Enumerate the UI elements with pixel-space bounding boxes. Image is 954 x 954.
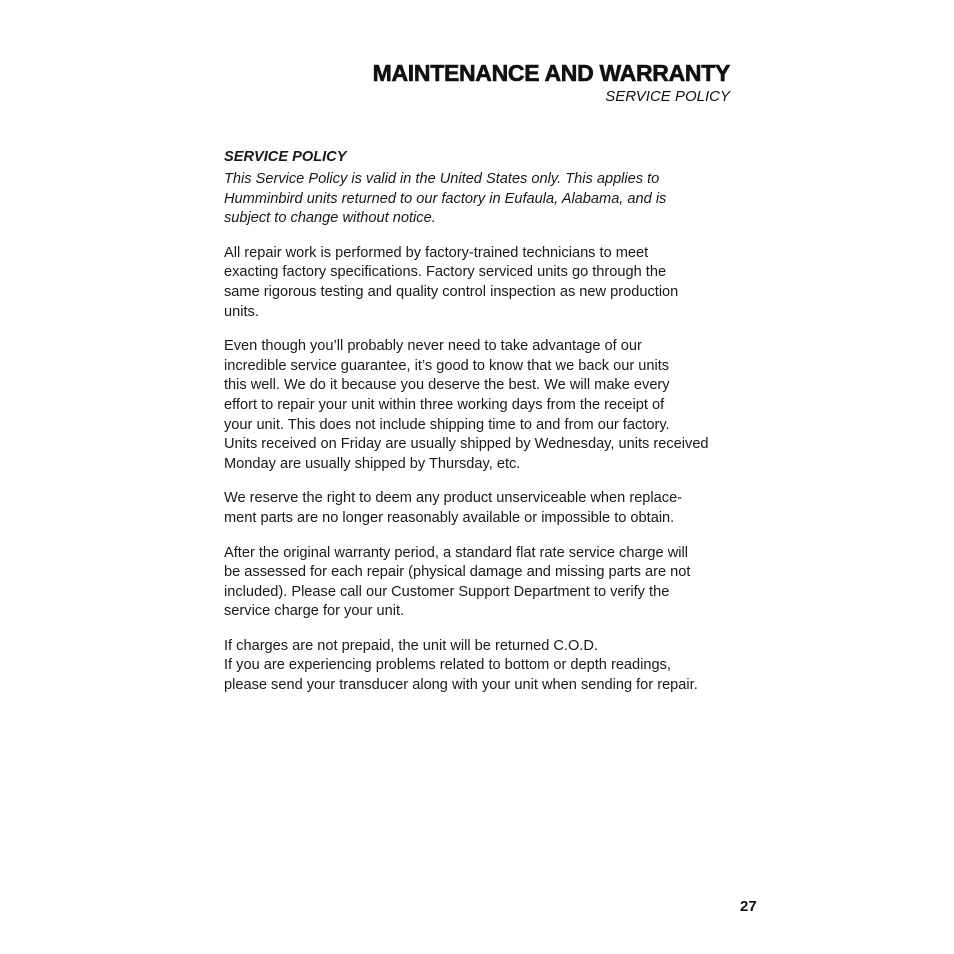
cod-transducer-paragraph <box>224 637 734 696</box>
paragraph-line: effort to repair your unit within three working days from the receipt of <box>224 396 665 413</box>
paragraph-line: units. <box>224 303 259 320</box>
paragraph-line: your unit. This does not include shipping time to and from our factory. <box>224 416 670 433</box>
section-heading: SERVICE POLICY <box>224 149 347 165</box>
paragraph-line: If charges are not prepaid, the unit will be returned C.O.D. <box>224 637 598 654</box>
paragraph-line: This Service Policy is valid in the United States only. This applies to <box>224 171 660 187</box>
paragraph-line: this well. We do it because you deserve the best. We will make every <box>224 377 670 394</box>
paragraph-line: ment parts are no longer reasonably available or impossible to obtain. <box>224 509 675 526</box>
paragraph-line: incredible service guarantee, it’s good to know that we back our units <box>224 357 670 374</box>
service-charge-paragraph <box>224 544 734 622</box>
page-number: 27 <box>740 898 757 915</box>
paragraph-line: If you are experiencing problems related to bottom or depth readings, <box>224 657 671 674</box>
paragraph-line: After the original warranty period, a standard flat rate service charge will <box>224 544 688 561</box>
paragraph-line: included). Please call our Customer Support Department to verify the <box>224 583 670 600</box>
paragraph-line: same rigorous testing and quality control inspection as new production <box>224 283 679 300</box>
paragraph-line: subject to change without notice. <box>224 210 436 227</box>
intro-paragraph <box>224 170 734 229</box>
page-header <box>373 58 730 106</box>
paragraph-line: Even though you’ll probably never need to take advantage of our <box>224 338 642 355</box>
unserviceable-paragraph <box>224 489 734 528</box>
page-subtitle: SERVICE POLICY <box>605 88 730 105</box>
paragraph-line: exacting factory specifications. Factory serviced units go through the <box>224 264 667 281</box>
service-guarantee-paragraph <box>224 337 734 474</box>
paragraph-line: please send your transducer along with your unit when sending for repair. <box>224 677 698 694</box>
service-policy-section <box>224 147 734 711</box>
paragraph-line: Humminbird units returned to our factory in Eufaula, Alabama, and is <box>224 190 667 207</box>
paragraph-line: Monday are usually shipped by Thursday, etc. <box>224 455 521 472</box>
paragraph-line: service charge for your unit. <box>224 603 405 620</box>
paragraph-line: All repair work is performed by factory-trained technicians to meet <box>224 244 649 261</box>
paragraph-line: We reserve the right to deem any product unserviceable when replace- <box>224 490 683 507</box>
repair-work-paragraph <box>224 244 734 322</box>
page-title: MAINTENANCE AND WARRANTY <box>372 60 730 86</box>
paragraph-line: be assessed for each repair (physical damage and missing parts are not <box>224 564 691 581</box>
paragraph-line: Units received on Friday are usually shipped by Wednesday, units received <box>224 436 709 453</box>
